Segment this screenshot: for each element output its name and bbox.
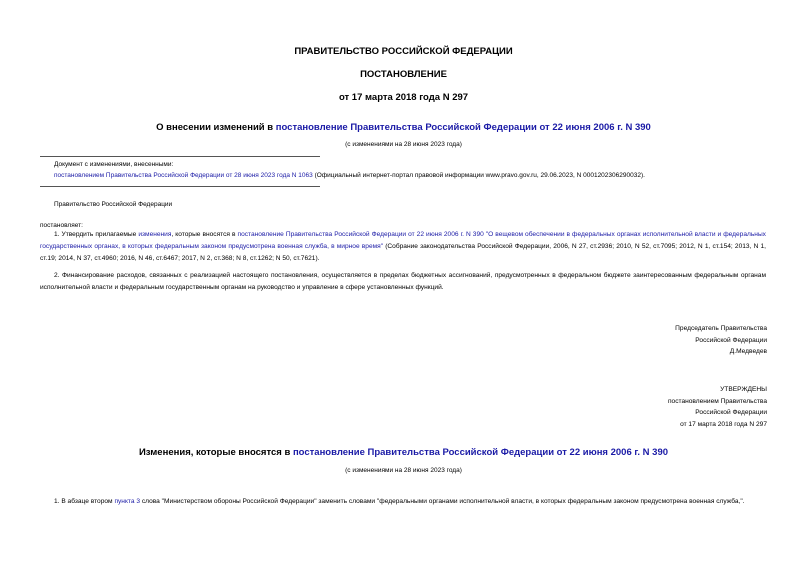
- changes-item1-text-b: слова "Министерством обороны Российской Федерации" заменить словами "федеральными органами исполнительной власти, в которых федеральным законом предусмотрена военная служба,".: [140, 498, 745, 505]
- changes-item1-text-a: 1. В абзаце втором: [54, 498, 115, 505]
- approved-line-4: от 17 марта 2018 года N 297: [680, 420, 767, 428]
- changes-title-link[interactable]: постановление Правительства Российской Федерации от 22 июня 2006 г. N 390: [292, 447, 669, 458]
- approved-block: [668, 384, 767, 430]
- changes-title-prefix: Изменения, которые вносятся в: [138, 447, 293, 458]
- divider-top: [40, 156, 320, 157]
- changes-paragraph-1: [40, 496, 766, 508]
- government-line: Правительство Российской Федерации: [54, 201, 173, 208]
- doc-title-link[interactable]: постановление Правительства Российской Федерации от 22 июня 2006 г. N 390: [275, 122, 651, 133]
- government-heading: ПРАВИТЕЛЬСТВО РОССИЙСКОЙ ФЕДЕРАЦИИ: [294, 46, 513, 57]
- signature-name: Д.Медведев: [729, 348, 767, 355]
- item1-text-a: 1. Утвердить прилагаемые: [54, 231, 139, 238]
- changes-title: [0, 447, 807, 458]
- approved-line-3: Российской Федерации: [695, 409, 767, 416]
- point-3-link[interactable]: пункта 3: [114, 498, 141, 505]
- amendments-label: Документ с изменениями, внесенными:: [54, 161, 174, 168]
- changes-revision-note: (с изменениями на 28 июня 2023 года): [345, 467, 462, 474]
- doc-title: [0, 122, 807, 133]
- doc-date-number: от 17 марта 2018 года N 297: [338, 92, 469, 103]
- item1-text-c: (Собрание законодательства Российской Федерации, 2006, N 27, ст.2936; 2010, N 52, ст.7095; 2012, N 1, ст.154; 2013, N 1, ст.19; 2014, N 37, ст.4960; 2016, N 46, ст.6467; 2017, N 2, ст.368; N 8, ст.1262; N 50, ст.7621).: [40, 243, 766, 262]
- revision-note: (с изменениями на 28 июня 2023 года): [345, 141, 462, 148]
- changes-link[interactable]: изменения: [138, 231, 172, 238]
- approved-line-2: постановлением Правительства: [667, 397, 767, 405]
- amendment-source: (Официальный интернет-портал правовой информации www.pravo.gov.ru, 29.06.2023, N 0001202306290032).: [312, 172, 645, 179]
- paragraph-item-1: [40, 229, 766, 265]
- amendments-line: [54, 172, 645, 179]
- item1-text-b: , которые вносятся в: [171, 231, 238, 238]
- divider-bottom: [40, 186, 320, 187]
- resolves-line: постановляет:: [40, 222, 83, 229]
- doc-type-heading: ПОСТАНОВЛЕНИЕ: [360, 69, 447, 80]
- amendment-link[interactable]: постановлением Правительства Российской Федерации от 28 июня 2023 года N 1063: [54, 172, 313, 179]
- doc-title-prefix: О внесении изменений в: [156, 122, 276, 133]
- signature-title: Председатель Правительства: [675, 325, 767, 332]
- signature-block: [675, 323, 767, 358]
- paragraph-item-2: 2. Финансирование расходов, связанных с реализацией настоящего постановления, осуществляется в пределах бюджетных ассигнований, предусмотренных в федеральном бюджете заинтересованным федеральным органам исполнительной власти и федеральным государственным органам на руководство и управление в сфере установленных функций.: [40, 272, 766, 291]
- decree-390-link[interactable]: постановление Правительства Российской Федерации от 22 июня 2006 г. N 390 "О вещевом обеспечении в федеральных органах исполнительной власти и федеральных государственных органах, в которых федеральным законом предусмотрена военная служба, в мирное время": [40, 231, 766, 250]
- signature-country: Российской Федерации: [695, 336, 767, 344]
- approved-heading: УТВЕРЖДЕНЫ: [720, 386, 767, 393]
